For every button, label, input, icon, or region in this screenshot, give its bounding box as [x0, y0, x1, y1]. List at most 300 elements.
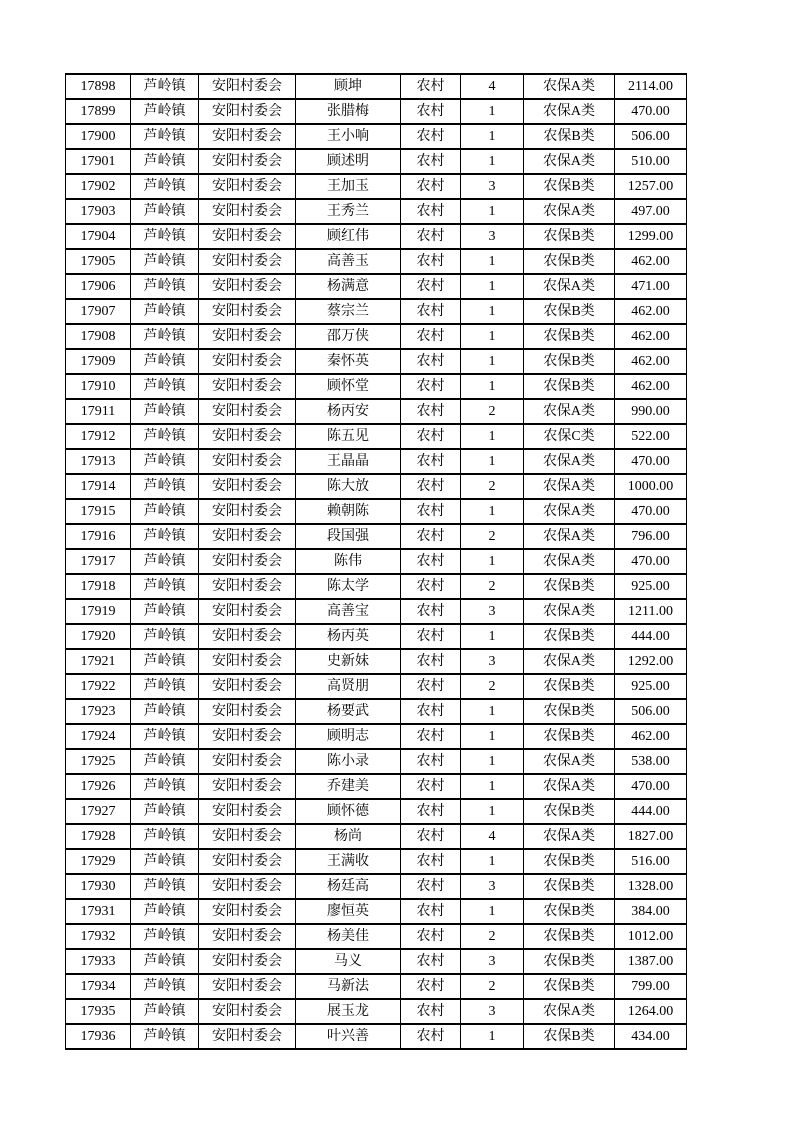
- residence-type-cell: 农村: [401, 224, 461, 249]
- town-cell: 芦岭镇: [131, 624, 199, 649]
- village-committee-cell: 安阳村委会: [199, 424, 296, 449]
- person-name-cell: 杨要武: [296, 699, 401, 724]
- amount-cell: 1299.00: [615, 224, 687, 249]
- table-row: [66, 449, 687, 474]
- table-row: [66, 124, 687, 149]
- amount-cell: 799.00: [615, 974, 687, 999]
- table-row: [66, 299, 687, 324]
- insurance-category-cell: 农保B类: [524, 574, 615, 599]
- amount-cell: 1387.00: [615, 949, 687, 974]
- serial-number-cell: 17919: [66, 599, 131, 624]
- residence-type-cell: 农村: [401, 499, 461, 524]
- village-committee-cell: 安阳村委会: [199, 749, 296, 774]
- amount-cell: 470.00: [615, 774, 687, 799]
- amount-cell: 1264.00: [615, 999, 687, 1024]
- residence-type-cell: 农村: [401, 799, 461, 824]
- table-row: [66, 774, 687, 799]
- insurance-category-cell: 农保B类: [524, 674, 615, 699]
- amount-cell: 506.00: [615, 699, 687, 724]
- table-row: [66, 649, 687, 674]
- residence-type-cell: 农村: [401, 99, 461, 124]
- person-count-cell: 1: [461, 424, 524, 449]
- residence-type-cell: 农村: [401, 1024, 461, 1049]
- village-committee-cell: 安阳村委会: [199, 624, 296, 649]
- person-count-cell: 2: [461, 474, 524, 499]
- person-name-cell: 顾明志: [296, 724, 401, 749]
- town-cell: 芦岭镇: [131, 449, 199, 474]
- person-count-cell: 4: [461, 74, 524, 99]
- table-row: [66, 224, 687, 249]
- person-name-cell: 王满收: [296, 849, 401, 874]
- town-cell: 芦岭镇: [131, 524, 199, 549]
- serial-number-cell: 17908: [66, 324, 131, 349]
- insurance-category-cell: 农保A类: [524, 824, 615, 849]
- person-count-cell: 1: [461, 799, 524, 824]
- person-name-cell: 顾坤: [296, 74, 401, 99]
- insurance-category-cell: 农保B类: [524, 899, 615, 924]
- insurance-category-cell: 农保B类: [524, 374, 615, 399]
- table-row: [66, 724, 687, 749]
- person-name-cell: 顾红伟: [296, 224, 401, 249]
- village-committee-cell: 安阳村委会: [199, 824, 296, 849]
- town-cell: 芦岭镇: [131, 274, 199, 299]
- insurance-category-cell: 农保B类: [524, 624, 615, 649]
- person-count-cell: 1: [461, 199, 524, 224]
- person-count-cell: 1: [461, 374, 524, 399]
- insurance-category-cell: 农保B类: [524, 224, 615, 249]
- serial-number-cell: 17923: [66, 699, 131, 724]
- insurance-category-cell: 农保A类: [524, 474, 615, 499]
- amount-cell: 990.00: [615, 399, 687, 424]
- residence-type-cell: 农村: [401, 699, 461, 724]
- amount-cell: 516.00: [615, 849, 687, 874]
- insurance-category-cell: 农保A类: [524, 649, 615, 674]
- residence-type-cell: 农村: [401, 249, 461, 274]
- table-row: [66, 699, 687, 724]
- village-committee-cell: 安阳村委会: [199, 149, 296, 174]
- village-committee-cell: 安阳村委会: [199, 449, 296, 474]
- insurance-category-cell: 农保A类: [524, 749, 615, 774]
- amount-cell: 510.00: [615, 149, 687, 174]
- village-committee-cell: 安阳村委会: [199, 949, 296, 974]
- serial-number-cell: 17911: [66, 399, 131, 424]
- amount-cell: 1257.00: [615, 174, 687, 199]
- person-count-cell: 1: [461, 849, 524, 874]
- residence-type-cell: 农村: [401, 149, 461, 174]
- insurance-category-cell: 农保A类: [524, 149, 615, 174]
- person-count-cell: 1: [461, 624, 524, 649]
- table-row: [66, 624, 687, 649]
- serial-number-cell: 17914: [66, 474, 131, 499]
- serial-number-cell: 17928: [66, 824, 131, 849]
- residence-type-cell: 农村: [401, 274, 461, 299]
- residence-type-cell: 农村: [401, 724, 461, 749]
- table-row: [66, 374, 687, 399]
- serial-number-cell: 17902: [66, 174, 131, 199]
- residence-type-cell: 农村: [401, 324, 461, 349]
- amount-cell: 444.00: [615, 624, 687, 649]
- amount-cell: 1328.00: [615, 874, 687, 899]
- serial-number-cell: 17903: [66, 199, 131, 224]
- person-name-cell: 廖恒英: [296, 899, 401, 924]
- village-committee-cell: 安阳村委会: [199, 549, 296, 574]
- person-count-cell: 2: [461, 974, 524, 999]
- village-committee-cell: 安阳村委会: [199, 499, 296, 524]
- town-cell: 芦岭镇: [131, 824, 199, 849]
- serial-number-cell: 17930: [66, 874, 131, 899]
- residence-type-cell: 农村: [401, 349, 461, 374]
- table-row: [66, 174, 687, 199]
- person-name-cell: 蔡宗兰: [296, 299, 401, 324]
- table-row: [66, 349, 687, 374]
- town-cell: 芦岭镇: [131, 699, 199, 724]
- person-count-cell: 2: [461, 524, 524, 549]
- amount-cell: 462.00: [615, 724, 687, 749]
- town-cell: 芦岭镇: [131, 249, 199, 274]
- residence-type-cell: 农村: [401, 999, 461, 1024]
- person-count-cell: 1: [461, 699, 524, 724]
- residence-type-cell: 农村: [401, 974, 461, 999]
- serial-number-cell: 17912: [66, 424, 131, 449]
- person-count-cell: 1: [461, 124, 524, 149]
- town-cell: 芦岭镇: [131, 99, 199, 124]
- table-row: [66, 249, 687, 274]
- insurance-category-cell: 农保B类: [524, 949, 615, 974]
- serial-number-cell: 17898: [66, 74, 131, 99]
- amount-cell: 522.00: [615, 424, 687, 449]
- village-committee-cell: 安阳村委会: [199, 474, 296, 499]
- town-cell: 芦岭镇: [131, 474, 199, 499]
- serial-number-cell: 17920: [66, 624, 131, 649]
- serial-number-cell: 17909: [66, 349, 131, 374]
- residence-type-cell: 农村: [401, 599, 461, 624]
- village-committee-cell: 安阳村委会: [199, 524, 296, 549]
- insurance-category-cell: 农保A类: [524, 999, 615, 1024]
- town-cell: 芦岭镇: [131, 424, 199, 449]
- person-name-cell: 高善宝: [296, 599, 401, 624]
- serial-number-cell: 17904: [66, 224, 131, 249]
- person-name-cell: 杨丙安: [296, 399, 401, 424]
- residence-type-cell: 农村: [401, 199, 461, 224]
- amount-cell: 1000.00: [615, 474, 687, 499]
- person-name-cell: 展玉龙: [296, 999, 401, 1024]
- person-name-cell: 陈太学: [296, 574, 401, 599]
- person-count-cell: 3: [461, 599, 524, 624]
- table-row: [66, 149, 687, 174]
- serial-number-cell: 17917: [66, 549, 131, 574]
- amount-cell: 434.00: [615, 1024, 687, 1049]
- serial-number-cell: 17907: [66, 299, 131, 324]
- table-row: [66, 199, 687, 224]
- serial-number-cell: 17933: [66, 949, 131, 974]
- village-committee-cell: 安阳村委会: [199, 999, 296, 1024]
- town-cell: 芦岭镇: [131, 224, 199, 249]
- person-count-cell: 2: [461, 674, 524, 699]
- person-name-cell: 杨满意: [296, 274, 401, 299]
- residence-type-cell: 农村: [401, 299, 461, 324]
- person-name-cell: 陈五见: [296, 424, 401, 449]
- insurance-roster-table: [65, 73, 687, 1050]
- residence-type-cell: 农村: [401, 374, 461, 399]
- residence-type-cell: 农村: [401, 849, 461, 874]
- insurance-category-cell: 农保A类: [524, 549, 615, 574]
- table-row: [66, 474, 687, 499]
- person-name-cell: 高善玉: [296, 249, 401, 274]
- insurance-category-cell: 农保B类: [524, 874, 615, 899]
- village-committee-cell: 安阳村委会: [199, 124, 296, 149]
- table-row: [66, 899, 687, 924]
- person-count-cell: 1: [461, 1024, 524, 1049]
- person-name-cell: 陈小录: [296, 749, 401, 774]
- person-count-cell: 1: [461, 724, 524, 749]
- village-committee-cell: 安阳村委会: [199, 724, 296, 749]
- serial-number-cell: 17927: [66, 799, 131, 824]
- residence-type-cell: 农村: [401, 924, 461, 949]
- village-committee-cell: 安阳村委会: [199, 324, 296, 349]
- person-count-cell: 4: [461, 824, 524, 849]
- person-count-cell: 3: [461, 224, 524, 249]
- residence-type-cell: 农村: [401, 449, 461, 474]
- amount-cell: 462.00: [615, 374, 687, 399]
- village-committee-cell: 安阳村委会: [199, 849, 296, 874]
- person-count-cell: 1: [461, 99, 524, 124]
- insurance-category-cell: 农保B类: [524, 849, 615, 874]
- amount-cell: 384.00: [615, 899, 687, 924]
- amount-cell: 470.00: [615, 549, 687, 574]
- person-count-cell: 2: [461, 574, 524, 599]
- table-row: [66, 274, 687, 299]
- person-name-cell: 乔建美: [296, 774, 401, 799]
- village-committee-cell: 安阳村委会: [199, 299, 296, 324]
- residence-type-cell: 农村: [401, 549, 461, 574]
- person-count-cell: 1: [461, 449, 524, 474]
- village-committee-cell: 安阳村委会: [199, 599, 296, 624]
- serial-number-cell: 17916: [66, 524, 131, 549]
- village-committee-cell: 安阳村委会: [199, 699, 296, 724]
- person-name-cell: 叶兴善: [296, 1024, 401, 1049]
- insurance-category-cell: 农保B类: [524, 1024, 615, 1049]
- insurance-category-cell: 农保B类: [524, 324, 615, 349]
- village-committee-cell: 安阳村委会: [199, 1024, 296, 1049]
- amount-cell: 470.00: [615, 449, 687, 474]
- amount-cell: 2114.00: [615, 74, 687, 99]
- person-name-cell: 顾述明: [296, 149, 401, 174]
- table-body: [66, 74, 687, 1049]
- town-cell: 芦岭镇: [131, 174, 199, 199]
- person-name-cell: 邵万侠: [296, 324, 401, 349]
- person-count-cell: 3: [461, 999, 524, 1024]
- serial-number-cell: 17926: [66, 774, 131, 799]
- amount-cell: 462.00: [615, 299, 687, 324]
- town-cell: 芦岭镇: [131, 924, 199, 949]
- person-count-cell: 3: [461, 649, 524, 674]
- town-cell: 芦岭镇: [131, 899, 199, 924]
- person-name-cell: 杨丙英: [296, 624, 401, 649]
- table-row: [66, 399, 687, 424]
- person-count-cell: 3: [461, 174, 524, 199]
- table-row: [66, 499, 687, 524]
- person-count-cell: 3: [461, 874, 524, 899]
- table-row: [66, 424, 687, 449]
- table-row: [66, 599, 687, 624]
- residence-type-cell: 农村: [401, 124, 461, 149]
- town-cell: 芦岭镇: [131, 374, 199, 399]
- village-committee-cell: 安阳村委会: [199, 649, 296, 674]
- town-cell: 芦岭镇: [131, 849, 199, 874]
- village-committee-cell: 安阳村委会: [199, 774, 296, 799]
- insurance-category-cell: 农保B类: [524, 249, 615, 274]
- village-committee-cell: 安阳村委会: [199, 349, 296, 374]
- person-count-cell: 1: [461, 349, 524, 374]
- serial-number-cell: 17915: [66, 499, 131, 524]
- table-row: [66, 1024, 687, 1049]
- serial-number-cell: 17931: [66, 899, 131, 924]
- insurance-category-cell: 农保A类: [524, 199, 615, 224]
- person-count-cell: 1: [461, 249, 524, 274]
- person-name-cell: 杨尚: [296, 824, 401, 849]
- town-cell: 芦岭镇: [131, 749, 199, 774]
- table-row: [66, 949, 687, 974]
- serial-number-cell: 17910: [66, 374, 131, 399]
- residence-type-cell: 农村: [401, 649, 461, 674]
- serial-number-cell: 17901: [66, 149, 131, 174]
- insurance-category-cell: 农保A类: [524, 599, 615, 624]
- insurance-category-cell: 农保B类: [524, 124, 615, 149]
- insurance-category-cell: 农保A类: [524, 99, 615, 124]
- person-name-cell: 马义: [296, 949, 401, 974]
- serial-number-cell: 17936: [66, 1024, 131, 1049]
- town-cell: 芦岭镇: [131, 599, 199, 624]
- insurance-category-cell: 农保B类: [524, 349, 615, 374]
- table-row: [66, 324, 687, 349]
- insurance-category-cell: 农保A类: [524, 774, 615, 799]
- town-cell: 芦岭镇: [131, 999, 199, 1024]
- residence-type-cell: 农村: [401, 74, 461, 99]
- table-row: [66, 574, 687, 599]
- table-row: [66, 874, 687, 899]
- village-committee-cell: 安阳村委会: [199, 99, 296, 124]
- town-cell: 芦岭镇: [131, 1024, 199, 1049]
- insurance-category-cell: 农保A类: [524, 449, 615, 474]
- table-row: [66, 924, 687, 949]
- person-count-cell: 1: [461, 299, 524, 324]
- person-name-cell: 高贤朋: [296, 674, 401, 699]
- serial-number-cell: 17924: [66, 724, 131, 749]
- person-count-cell: 1: [461, 774, 524, 799]
- serial-number-cell: 17921: [66, 649, 131, 674]
- town-cell: 芦岭镇: [131, 774, 199, 799]
- amount-cell: 471.00: [615, 274, 687, 299]
- person-count-cell: 1: [461, 899, 524, 924]
- insurance-category-cell: 农保A类: [524, 274, 615, 299]
- serial-number-cell: 17913: [66, 449, 131, 474]
- residence-type-cell: 农村: [401, 624, 461, 649]
- amount-cell: 462.00: [615, 324, 687, 349]
- residence-type-cell: 农村: [401, 574, 461, 599]
- town-cell: 芦岭镇: [131, 649, 199, 674]
- town-cell: 芦岭镇: [131, 149, 199, 174]
- person-count-cell: 1: [461, 324, 524, 349]
- serial-number-cell: 17905: [66, 249, 131, 274]
- person-name-cell: 史新妹: [296, 649, 401, 674]
- table-row: [66, 99, 687, 124]
- village-committee-cell: 安阳村委会: [199, 274, 296, 299]
- person-name-cell: 赖朝陈: [296, 499, 401, 524]
- village-committee-cell: 安阳村委会: [199, 899, 296, 924]
- serial-number-cell: 17934: [66, 974, 131, 999]
- village-committee-cell: 安阳村委会: [199, 174, 296, 199]
- person-name-cell: 王加玉: [296, 174, 401, 199]
- serial-number-cell: 17900: [66, 124, 131, 149]
- village-committee-cell: 安阳村委会: [199, 924, 296, 949]
- town-cell: 芦岭镇: [131, 349, 199, 374]
- person-name-cell: 王秀兰: [296, 199, 401, 224]
- amount-cell: 497.00: [615, 199, 687, 224]
- person-count-cell: 1: [461, 499, 524, 524]
- residence-type-cell: 农村: [401, 174, 461, 199]
- table-row: [66, 799, 687, 824]
- serial-number-cell: 17935: [66, 999, 131, 1024]
- town-cell: 芦岭镇: [131, 949, 199, 974]
- insurance-category-cell: 农保B类: [524, 174, 615, 199]
- residence-type-cell: 农村: [401, 774, 461, 799]
- insurance-category-cell: 农保B类: [524, 724, 615, 749]
- village-committee-cell: 安阳村委会: [199, 224, 296, 249]
- serial-number-cell: 17899: [66, 99, 131, 124]
- residence-type-cell: 农村: [401, 399, 461, 424]
- insurance-category-cell: 农保B类: [524, 799, 615, 824]
- person-name-cell: 杨廷高: [296, 874, 401, 899]
- town-cell: 芦岭镇: [131, 324, 199, 349]
- insurance-category-cell: 农保B类: [524, 299, 615, 324]
- town-cell: 芦岭镇: [131, 799, 199, 824]
- serial-number-cell: 17932: [66, 924, 131, 949]
- table-row: [66, 749, 687, 774]
- amount-cell: 925.00: [615, 674, 687, 699]
- person-name-cell: 马新法: [296, 974, 401, 999]
- residence-type-cell: 农村: [401, 899, 461, 924]
- residence-type-cell: 农村: [401, 424, 461, 449]
- insurance-category-cell: 农保A类: [524, 524, 615, 549]
- person-name-cell: 王小响: [296, 124, 401, 149]
- amount-cell: 1292.00: [615, 649, 687, 674]
- amount-cell: 462.00: [615, 249, 687, 274]
- serial-number-cell: 17929: [66, 849, 131, 874]
- amount-cell: 444.00: [615, 799, 687, 824]
- serial-number-cell: 17925: [66, 749, 131, 774]
- person-count-cell: 1: [461, 149, 524, 174]
- serial-number-cell: 17906: [66, 274, 131, 299]
- village-committee-cell: 安阳村委会: [199, 874, 296, 899]
- village-committee-cell: 安阳村委会: [199, 74, 296, 99]
- amount-cell: 1211.00: [615, 599, 687, 624]
- person-name-cell: 顾怀德: [296, 799, 401, 824]
- residence-type-cell: 农村: [401, 949, 461, 974]
- village-committee-cell: 安阳村委会: [199, 374, 296, 399]
- person-name-cell: 杨美佳: [296, 924, 401, 949]
- town-cell: 芦岭镇: [131, 74, 199, 99]
- amount-cell: 796.00: [615, 524, 687, 549]
- serial-number-cell: 17922: [66, 674, 131, 699]
- person-name-cell: 段国强: [296, 524, 401, 549]
- town-cell: 芦岭镇: [131, 724, 199, 749]
- residence-type-cell: 农村: [401, 874, 461, 899]
- residence-type-cell: 农村: [401, 524, 461, 549]
- person-count-cell: 3: [461, 949, 524, 974]
- town-cell: 芦岭镇: [131, 574, 199, 599]
- insurance-category-cell: 农保A类: [524, 499, 615, 524]
- village-committee-cell: 安阳村委会: [199, 199, 296, 224]
